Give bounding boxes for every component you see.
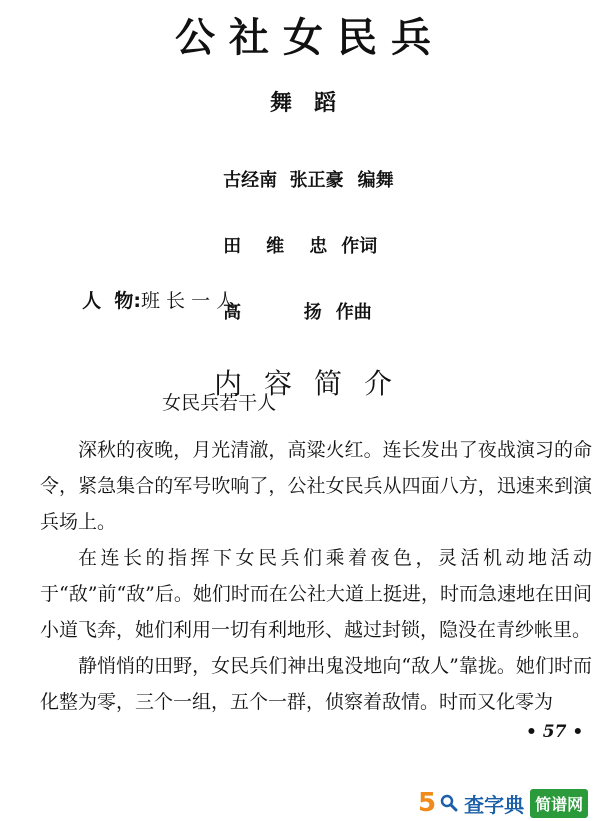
credit-role: 编舞: [357, 170, 394, 191]
magnifier-icon: [440, 794, 458, 812]
page-number: • 57 •: [526, 722, 584, 742]
credit-names: 高 扬: [223, 302, 322, 323]
credit-role: 作词: [341, 236, 378, 257]
credit-names: 田 维 忠: [223, 236, 328, 257]
cast-role: 班 长 一 人: [141, 290, 236, 312]
page-title: 公社女民兵: [175, 15, 445, 61]
synopsis-body: [40, 432, 592, 720]
cast-role: 女民兵若干人: [162, 392, 277, 414]
credit-names: 古经南 张正豪: [223, 170, 344, 191]
synopsis-paragraph: 深秋的夜晚，月光清澈，高粱火红。连长发出了夜战演习的命令，紧急集合的军号吹响了，公社女民兵从四面八方，迅速来到演兵场上。: [40, 439, 592, 533]
cast-row: [58, 250, 276, 352]
cast-list: [58, 250, 276, 454]
credit-row-choreography: [198, 148, 394, 214]
synopsis-paragraph: 静悄悄的田野，女民兵们神出鬼没地向“敌人”靠拢。她们时而化整为零，三个一组，五个一群，侦察着敌情。时而又化零为: [40, 655, 592, 713]
watermark-site: 简谱网: [530, 789, 588, 818]
watermark-brand: 查字典: [464, 792, 525, 817]
watermark-digit: 5: [418, 788, 437, 818]
site-watermark: [418, 788, 588, 818]
synopsis-heading: 内容简介: [213, 367, 414, 400]
credit-role: 作曲: [335, 302, 372, 323]
synopsis-paragraph: 在连长的指挥下女民兵们乘着夜色，灵活机动地活动于“敌”前“敌”后。她们时而在公社大道上挺进，时而急速地在田间小道飞奔，她们利用一切有利地形、越过封锁，隐没在青纱帐里。: [40, 547, 592, 641]
cast-label: 人 物:: [82, 290, 141, 312]
genre-subtitle: 舞蹈: [269, 91, 358, 116]
